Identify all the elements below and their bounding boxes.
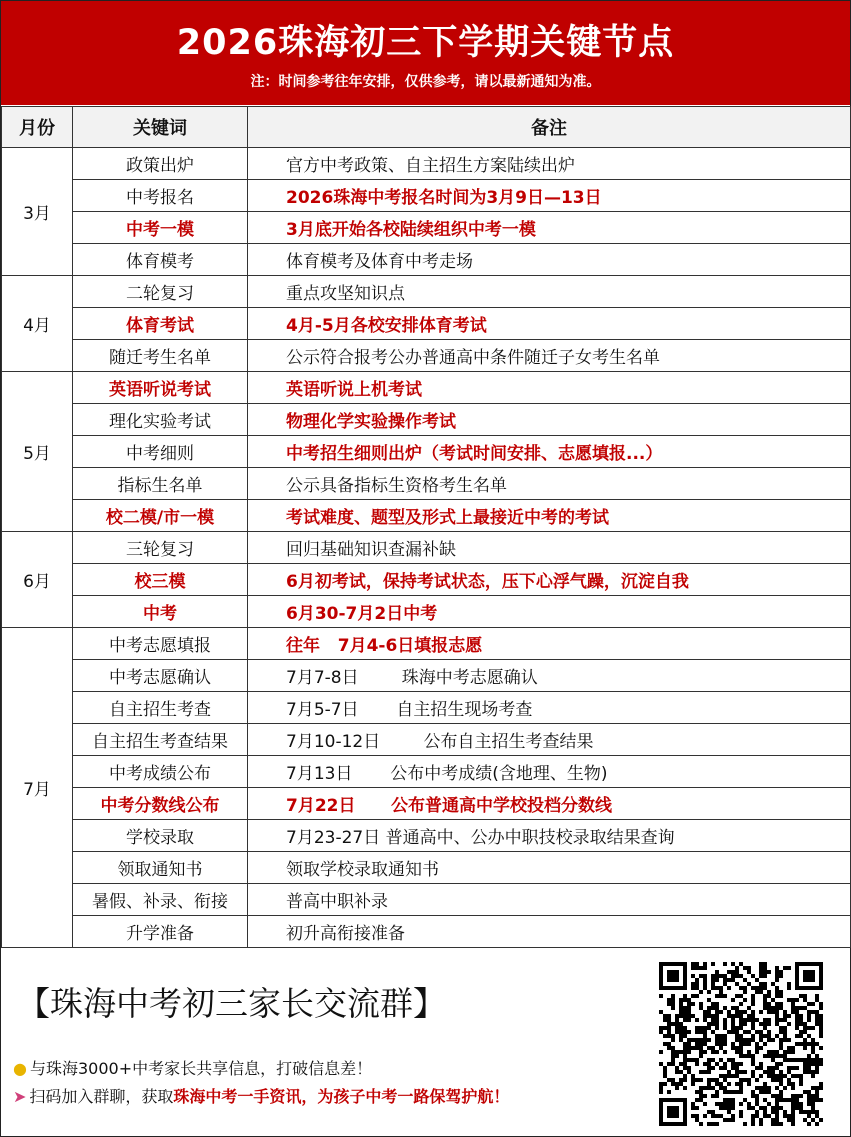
- note-cell: 领取学校录取通知书: [248, 852, 851, 884]
- table-row: [2, 916, 851, 948]
- note-cell: 物理化学实验操作考试: [248, 404, 851, 436]
- keyword-cell: 三轮复习: [73, 532, 248, 564]
- table-row: [2, 884, 851, 916]
- table-row: [2, 180, 851, 212]
- promo-line-1-text: 与珠海3000+中考家长共享信息，打破信息差！: [29, 1059, 373, 1078]
- table-header-row: [2, 107, 851, 148]
- keyword-cell: 校三模: [73, 564, 248, 596]
- keyword-cell: 体育模考: [73, 244, 248, 276]
- group-promo: [1, 948, 850, 1136]
- column-header-note: 备注: [248, 107, 851, 148]
- note-cell: 7月22日 公布普通高中学校投档分数线: [248, 788, 851, 820]
- note-cell: 2026珠海中考报名时间为3月9日—13日: [248, 180, 851, 212]
- schedule-table: [1, 106, 851, 948]
- note-cell: 考试难度、题型及形式上最接近中考的考试: [248, 500, 851, 532]
- lightbulb-icon: ●: [13, 1059, 27, 1078]
- note-cell: 普高中职补录: [248, 884, 851, 916]
- note-cell: 7月10-12日 公布自主招生考查结果: [248, 724, 851, 756]
- table-row: [2, 340, 851, 372]
- column-header-month: 月份: [2, 107, 73, 148]
- table-row: [2, 148, 851, 180]
- table-row: [2, 660, 851, 692]
- note-cell: 7月23-27日 普通高中、公办中职技校录取结果查询: [248, 820, 851, 852]
- rocket-icon: ➤: [13, 1087, 27, 1106]
- page-title: 2026珠海初三下学期关键节点: [176, 23, 675, 63]
- keyword-cell: 中考志愿确认: [73, 660, 248, 692]
- month-cell: 3月: [2, 148, 73, 276]
- keyword-cell: 中考志愿填报: [73, 628, 248, 660]
- keyword-cell: 自主招生考查: [73, 692, 248, 724]
- note-cell: 7月5-7日 自主招生现场考查: [248, 692, 851, 724]
- table-row: [2, 564, 851, 596]
- table-row: [2, 436, 851, 468]
- promo-line-2-highlight: 珠海中考一手资讯，为孩子中考一路保驾护航！: [173, 1087, 510, 1106]
- keyword-cell: 二轮复习: [73, 276, 248, 308]
- note-cell: 重点攻坚知识点: [248, 276, 851, 308]
- promo-line-2: [13, 1084, 509, 1107]
- keyword-cell: 理化实验考试: [73, 404, 248, 436]
- note-cell: 公示具备指标生资格考生名单: [248, 468, 851, 500]
- table-row: [2, 692, 851, 724]
- note-cell: 7月13日 公布中考成绩(含地理、生物): [248, 756, 851, 788]
- table-row: [2, 404, 851, 436]
- group-title: 【珠海中考初三家长交流群】: [17, 984, 446, 1023]
- keyword-cell: 指标生名单: [73, 468, 248, 500]
- note-cell: 体育模考及体育中考走场: [248, 244, 851, 276]
- table-row: [2, 852, 851, 884]
- disclaimer-note: 注：时间参考往年安排，仅供参考，请以最新通知为准。: [250, 74, 601, 90]
- note-cell: 往年 7月4-6日填报志愿: [248, 628, 851, 660]
- note-cell: 7月7-8日 珠海中考志愿确认: [248, 660, 851, 692]
- keyword-cell: 中考一模: [73, 212, 248, 244]
- note-cell: 初升高衔接准备: [248, 916, 851, 948]
- promo-line-1: [13, 1056, 372, 1079]
- note-cell: 3月底开始各校陆续组织中考一模: [248, 212, 851, 244]
- keyword-cell: 随迁考生名单: [73, 340, 248, 372]
- column-header-keyword: 关键词: [73, 107, 248, 148]
- keyword-cell: 升学准备: [73, 916, 248, 948]
- keyword-cell: 中考: [73, 596, 248, 628]
- note-cell: 中考招生细则出炉（考试时间安排、志愿填报...）: [248, 436, 851, 468]
- keyword-cell: 中考细则: [73, 436, 248, 468]
- schedule-body: [2, 148, 851, 948]
- month-cell: 5月: [2, 372, 73, 532]
- table-row: [2, 756, 851, 788]
- table-row: [2, 372, 851, 404]
- keyword-cell: 政策出炉: [73, 148, 248, 180]
- keyword-cell: 自主招生考查结果: [73, 724, 248, 756]
- table-row: [2, 468, 851, 500]
- table-row: [2, 788, 851, 820]
- table-row: [2, 820, 851, 852]
- note-cell: 官方中考政策、自主招生方案陆续出炉: [248, 148, 851, 180]
- table-row: [2, 500, 851, 532]
- table-row: [2, 308, 851, 340]
- keyword-cell: 领取通知书: [73, 852, 248, 884]
- promo-line-2-prefix: 扫码加入群聊，获取: [29, 1087, 174, 1106]
- table-row: [2, 628, 851, 660]
- keyword-cell: 校二模/市一模: [73, 500, 248, 532]
- table-row: [2, 212, 851, 244]
- note-cell: 4月-5月各校安排体育考试: [248, 308, 851, 340]
- keyword-cell: 中考成绩公布: [73, 756, 248, 788]
- note-cell: 回归基础知识查漏补缺: [248, 532, 851, 564]
- note-cell: 公示符合报考公办普通高中条件随迁子女考生名单: [248, 340, 851, 372]
- note-cell: 英语听说上机考试: [248, 372, 851, 404]
- table-row: [2, 532, 851, 564]
- keyword-cell: 英语听说考试: [73, 372, 248, 404]
- month-cell: 6月: [2, 532, 73, 628]
- keyword-cell: 暑假、补录、衔接: [73, 884, 248, 916]
- keyword-cell: 中考报名: [73, 180, 248, 212]
- note-cell: 6月30-7月2日中考: [248, 596, 851, 628]
- table-row: [2, 244, 851, 276]
- title-banner: [1, 1, 850, 105]
- table-row: [2, 596, 851, 628]
- table-row: [2, 276, 851, 308]
- month-cell: 4月: [2, 276, 73, 372]
- qr-code[interactable]: [659, 962, 823, 1126]
- keyword-cell: 体育考试: [73, 308, 248, 340]
- note-cell: 6月初考试，保持考试状态，压下心浮气躁，沉淀自我: [248, 564, 851, 596]
- month-cell: 7月: [2, 628, 73, 948]
- table-row: [2, 724, 851, 756]
- keyword-cell: 学校录取: [73, 820, 248, 852]
- keyword-cell: 中考分数线公布: [73, 788, 248, 820]
